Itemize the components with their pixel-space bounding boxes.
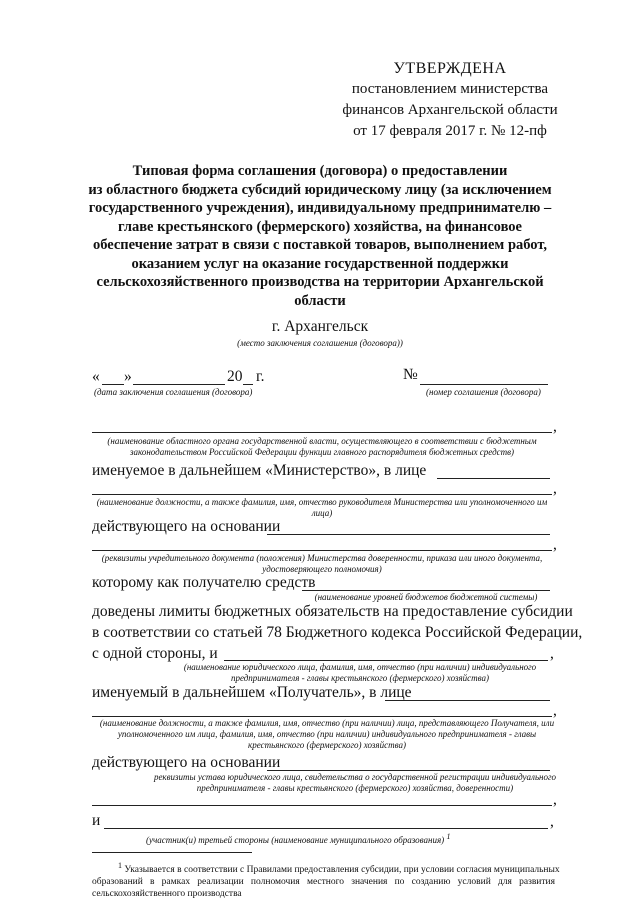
entity-field[interactable] [224,660,548,661]
approval-heading: УТВЕРЖДЕНА [393,60,507,77]
caption-line: (реквизиты учредительного документа (положения) Министерства доверенности, приказа или иного документа, [101,553,543,563]
entity-caption [166,662,554,684]
date-caption: (дата заключения соглашения (договора) [94,387,253,397]
comma: , [550,645,554,662]
caption-line: лица) [311,508,333,518]
caption-line: крестьянского (фермерского) хозяйства) [248,740,406,750]
title-line: Типовая форма соглашения (договора) о предоставлении [132,163,508,179]
footnote-mark: 1 [446,832,451,841]
caption-text: (участник(и) третьей стороны (наименование муниципального образования) [146,835,445,845]
one-side-text: с одной стороны, и [92,645,218,662]
date-year: 20 [227,368,243,385]
rep-field[interactable] [92,716,552,717]
organ-field[interactable] [92,432,552,433]
number-sign: № [403,366,418,383]
footnote-divider [92,852,252,853]
approval-block [300,58,600,142]
title-line: из областного бюджета субсидий юридическому лицу (за исключением [88,181,552,198]
basis-caption [92,553,552,575]
place-caption: (место заключения соглашения (договора)) [237,338,403,348]
caption-line: законодательством Российской Федерации функции главного распорядителя бюджетных средств) [129,447,515,457]
footnote-line: образований в рамках реализации полномочия местного значения по созданию условий для развития [92,877,555,888]
title-line: области [294,292,346,309]
rep-caption [92,718,562,751]
limits-line-1: доведены лимиты бюджетных обязательств на предоставление субсидии [92,603,573,620]
date-year-suffix: г. [256,368,265,385]
date-close-quote: » [124,368,132,385]
recipient-text: которому как получателю средств [92,574,316,591]
comma: , [553,791,557,808]
number-caption: (номер соглашения (договора) [426,387,541,397]
approval-line: от 17 февраля 2017 г. № 12-пф [353,123,547,139]
year-field[interactable] [243,384,253,385]
title-line: сельскохозяйственного производства на территории Архангельской [96,274,544,290]
basis2-text: действующего на основании [92,754,281,771]
third-party-caption [146,831,450,846]
head-field[interactable] [92,494,552,495]
caption-line: (наименование областного органа государственной власти, осуществляющего в соответствии с бюджетным [107,436,537,446]
caption-line: (наименование юридического лица, фамилия, имя, отчество (при наличии) индивидуального [183,662,537,672]
approval-line: постановлением министерства [351,81,549,97]
title-line: обеспечение затрат в связи с поставкой товаров, выполнением работ, [92,237,548,253]
receiver-text: именуемый в дальнейшем «Получатель», в лице [92,684,412,701]
basis2-field[interactable] [267,770,550,771]
ministry-text: именуемое в дальнейшем «Министерство», в лице [92,462,427,479]
basis-field-2[interactable] [92,550,552,551]
limits-line-2: в соответствии со статьей 78 Бюджетного кодекса Российской Федерации, [92,624,583,641]
day-field[interactable] [102,384,124,385]
budget-caption: (наименование уровней бюджетов бюджетной системы) [314,592,538,602]
and-text: и [92,812,101,829]
place-value: г. Архангельск [271,318,369,335]
document-title [80,162,560,310]
caption-line: удостоверяющего полномочия) [262,564,382,574]
organ-caption [92,436,552,458]
footnote-line: Указывается в соответствии с Правилами предоставления субсидии, при условии согласия муниципальных [124,865,560,876]
footnote-line: сельскохозяйственного производства [92,889,242,900]
caption-line: реквизиты устава юридического лица, свидетельства о государственной регистрации индивидуального [153,772,557,782]
comma: , [553,536,557,553]
number-field[interactable] [420,384,548,385]
comma: , [553,418,557,435]
footnote-mark: 1 [118,861,122,870]
charter-field[interactable] [92,805,552,806]
title-line: оказанием услуг на оказание государственной поддержки [131,255,509,272]
head-caption [92,497,552,519]
caption-line: (наименование должности, а также фамилия, имя, отчество руководителя Министерства или уполномоченного им [96,497,548,507]
caption-line: предпринимателя - главы крестьянского (фермерского) хозяйства, доверенности) [196,783,514,793]
ministry-rep-field[interactable] [437,478,550,479]
third-party-field[interactable] [104,828,548,829]
receiver-rep-field[interactable] [385,700,550,701]
title-line: главе крестьянского (фермерского) хозяйства, на финансовое [117,218,522,235]
comma: , [553,702,557,719]
budget-field[interactable] [302,590,550,591]
date-open-quote: « [92,368,100,385]
charter-caption [150,772,560,794]
comma: , [550,813,554,830]
title-line: государственного учреждения), индивидуальному предпринимателю – [88,200,552,216]
comma: , [553,480,557,497]
caption-line: уполномоченного им лица, фамилия, имя, отчество (при наличии) индивидуального предпринимателя - главы [117,729,537,739]
basis-text: действующего на основании [92,518,281,535]
month-field[interactable] [133,384,225,385]
caption-line: предпринимателя - главы крестьянского (фермерского) хозяйства) [230,673,489,683]
approval-line: финансов Архангельской области [342,102,558,118]
footnote [92,860,560,900]
caption-line: (наименование должности, а также фамилия, имя, отчество (при наличии) лица, представляющего Получателя, или [99,718,555,728]
basis-field[interactable] [267,534,550,535]
